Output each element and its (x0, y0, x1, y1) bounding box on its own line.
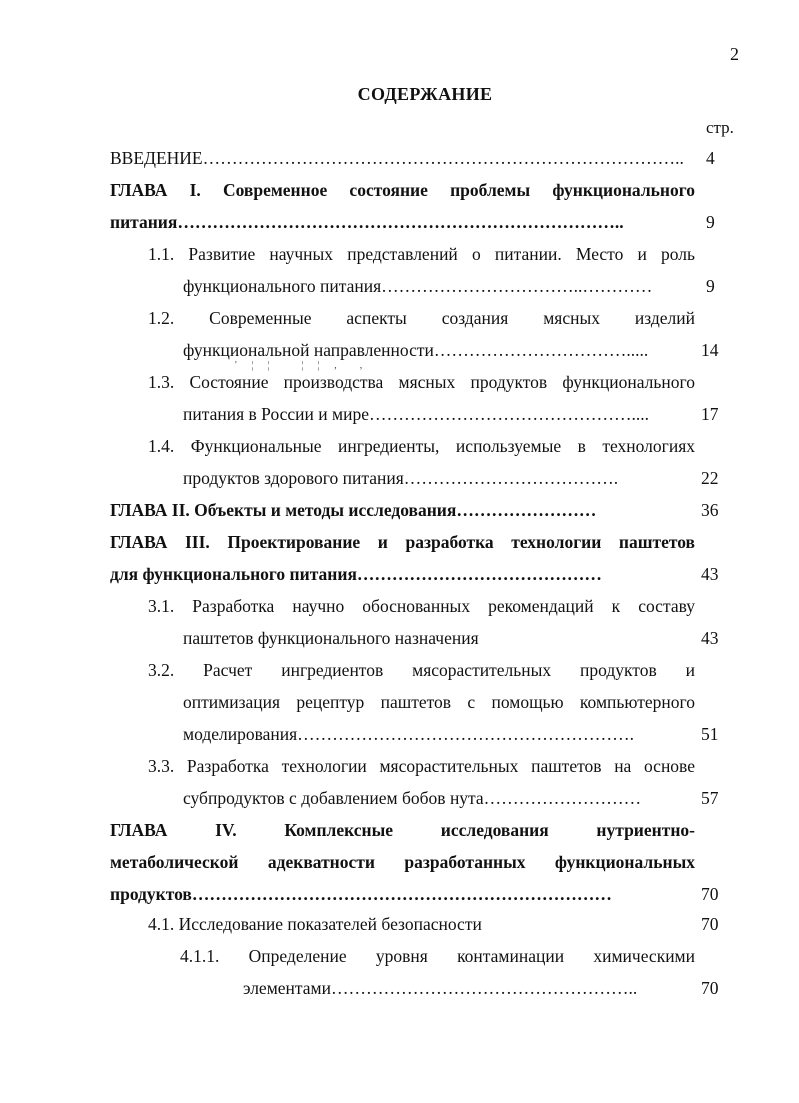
toc-entry-line: продуктов здорового питания………………………………. (183, 468, 619, 488)
page-column-label: стр. (706, 118, 734, 137)
toc-entry-line: элементами…………………………………………….. (243, 978, 638, 998)
toc-entry-line: ГЛАВА I. Современное состояние проблемы функционального (110, 180, 695, 200)
toc-entry-page: 9 (706, 212, 715, 232)
toc-entry-page: 70 (701, 978, 719, 998)
toc-entry-line: функциональной направленности……………………………..... (183, 340, 649, 360)
toc-entry-line: 1.4. Функциональные ингредиенты, используемые в технологиях (148, 436, 695, 456)
toc-entry-line: продуктов……………………………………………………………… (110, 884, 612, 904)
toc-entry-page: 17 (701, 404, 719, 424)
toc-entry-line: 3.2. Расчет ингредиентов мясорастительных продуктов и (148, 660, 695, 680)
toc-entry-page: 43 (701, 628, 719, 648)
toc-entry-page: 51 (701, 724, 719, 744)
scan-artifact: ' ¦ ¦ ¦ ¦ , , (235, 360, 369, 371)
toc-entry-line: 4.1.1. Определение уровня контаминации химическими (180, 946, 695, 966)
page-number: 2 (730, 44, 739, 64)
toc-entry-line: оптимизация рецептур паштетов с помощью компьютерного (183, 692, 695, 712)
toc-entry-line: питания………………………………………………………………….. (110, 212, 624, 232)
toc-entry-page: 57 (701, 788, 719, 808)
toc-entry-line: 3.1. Разработка научно обоснованных рекомендаций к составу (148, 596, 695, 616)
toc-entry-text: ГЛАВА II. Объекты и методы исследования…………………… (110, 500, 597, 520)
toc-entry-line: ГЛАВА IV. Комплексные исследования нутриентно- (110, 820, 695, 840)
toc-entry-page: 22 (701, 468, 719, 488)
toc-entry-page: 9 (706, 276, 715, 296)
toc-entry-line: субпродуктов с добавлением бобов нута……………………… (183, 788, 642, 808)
toc-entry-page: 43 (701, 564, 719, 584)
toc-title: СОДЕРЖАНИЕ (357, 84, 493, 104)
toc-entry-page: 4 (706, 148, 715, 168)
toc-entry-line: моделирования…………………………………………………. (183, 724, 635, 744)
toc-entry-line: 1.3. Состояние производства мясных продуктов функционального (148, 372, 695, 392)
toc-entry-line: питания в России и мире……………………………………….... (183, 404, 649, 424)
toc-entry-page: 70 (701, 914, 719, 934)
toc-entry-line: функционального питания……………………………..………… (183, 276, 653, 296)
toc-entry-line: метаболической адекватности разработанных функциональных (110, 852, 695, 872)
toc-entry-page: 70 (701, 884, 719, 904)
toc-entry-line: ГЛАВА III. Проектирование и разработка технологии паштетов (110, 532, 695, 552)
toc-entry-page: 36 (701, 500, 719, 520)
toc-entry-text: 4.1. Исследование показателей безопасности (148, 914, 482, 934)
toc-entry-page: 14 (701, 340, 719, 360)
toc-entry-line: 1.2. Современные аспекты создания мясных изделий (148, 308, 695, 328)
toc-entry-line: 1.1. Развитие научных представлений о питании. Место и роль (148, 244, 695, 264)
toc-entry-line: 3.3. Разработка технологии мясорастительных паштетов на основе (148, 756, 695, 776)
toc-entry-line: для функционального питания…………………………………… (110, 564, 602, 584)
toc-entry-text: ВВЕДЕНИЕ……………………………………………………………………….. (110, 148, 684, 168)
toc-entry-line: паштетов функционального назначения (183, 628, 479, 648)
